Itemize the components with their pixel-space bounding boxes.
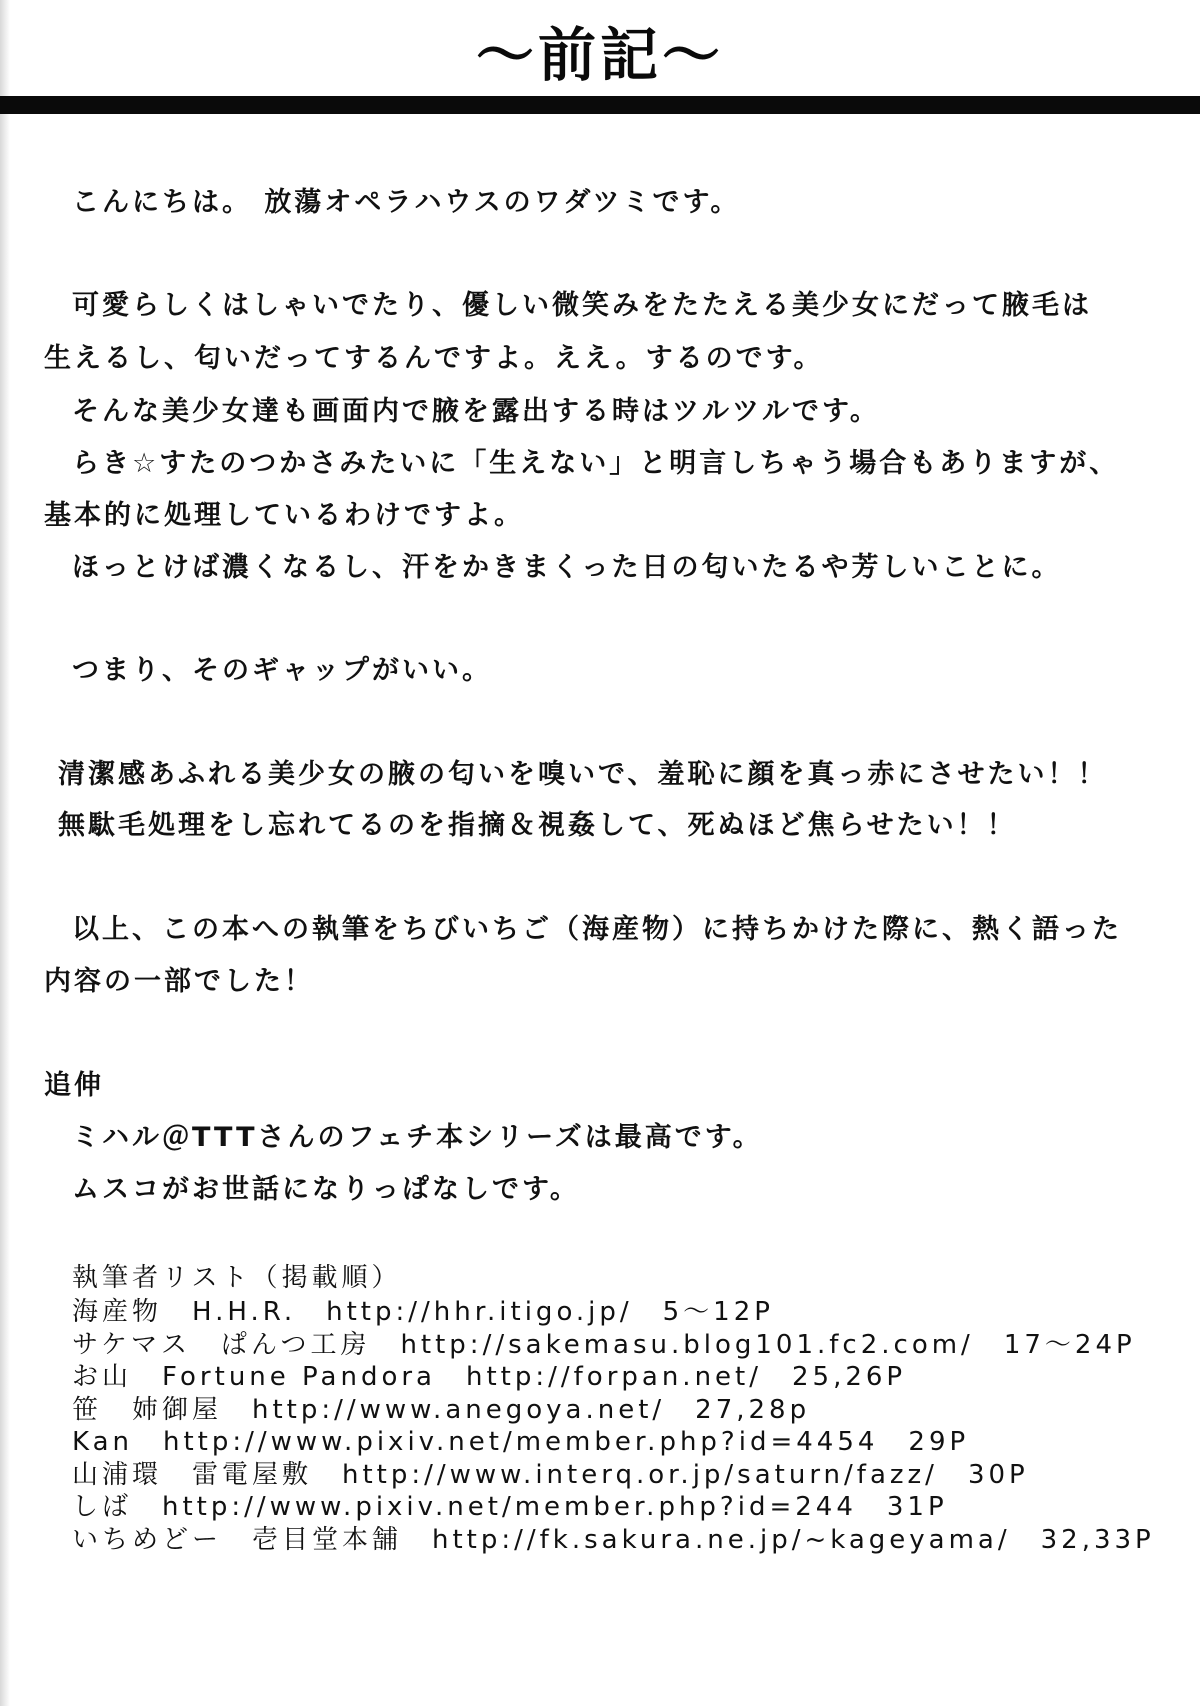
- contributors-heading: 執筆者リスト（掲載順）: [72, 1263, 402, 1293]
- paragraph1-line-1: 可愛らしくはしゃいでたり、優しい微笑みをたたえる美少女にだって腋毛は: [72, 290, 1092, 321]
- paragraph1-line-3: そんな美少女達も画面内で腋を露出する時はツルツルです。: [72, 396, 880, 427]
- postscript-line-1: ミハル＠TTTさんのフェチ本シリーズは最高です。: [72, 1122, 763, 1153]
- contributor-row-7: しば http://www.pixiv.net/member.php?id=244 31P: [72, 1492, 948, 1522]
- gap-line: つまり、そのギャップがいい。: [72, 655, 492, 686]
- title-rule: [0, 96, 1200, 114]
- paragraph1-line-2: 生えるし、匂いだってするんですよ。ええ。するのです。: [44, 343, 824, 374]
- contributor-row-8: いちめどー 壱目堂本舗 http://fk.sakura.ne.jp/~kageyama/ 32,33P: [72, 1525, 1155, 1555]
- contributor-row-5: Kan http://www.pixiv.net/member.php?id=4454 29P: [72, 1427, 970, 1457]
- conclusion-line-2: 内容の一部でした！: [44, 966, 314, 997]
- paragraph1-line-4: らき☆すたのつかさみたいに「生えない」と明言しちゃう場合もありますが、: [72, 448, 1120, 479]
- paragraph1-line-6: ほっとけば濃くなるし、汗をかきまくった日の匂いたるや芳しいことに。: [72, 552, 1062, 583]
- passion-line-1: 清潔感あふれる美少女の腋の匂いを嗅いで、羞恥に顔を真っ赤にさせたい！！: [58, 759, 1108, 790]
- passion-line-2: 無駄毛処理をし忘れてるのを指摘＆視姦して、死ぬほど焦らせたい！！: [58, 810, 1017, 841]
- contributor-row-6: 山浦環 雷電屋敷 http://www.interq.or.jp/saturn/fazz/ 30P: [72, 1460, 1029, 1490]
- postscript-heading: 追伸: [44, 1070, 104, 1101]
- conclusion-line-1: 以上、この本への執筆をちびいちご（海産物）に持ちかけた際に、熱く語った: [72, 914, 1122, 945]
- paragraph1-line-5: 基本的に処理しているわけですよ。: [44, 500, 524, 531]
- postscript-line-2: ムスコがお世話になりっぱなしです。: [72, 1174, 580, 1205]
- contributor-row-2: サケマス ぱんつ工房 http://sakemasu.blog101.fc2.com/ 17～24P: [72, 1330, 1136, 1360]
- contributor-row-3: お山 Fortune Pandora http://forpan.net/ 25,26P: [72, 1362, 907, 1392]
- scan-edge: [0, 0, 10, 1706]
- contributor-row-4: 笹 姉御屋 http://www.anegoya.net/ 27,28p: [72, 1395, 811, 1425]
- greeting-line: こんにちは。 放蕩オペラハウスのワダツミです。: [72, 187, 741, 218]
- page-title: ～前記～: [475, 21, 724, 89]
- contributor-row-1: 海産物 H.H.R. http://hhr.itigo.jp/ 5～12P: [72, 1297, 774, 1327]
